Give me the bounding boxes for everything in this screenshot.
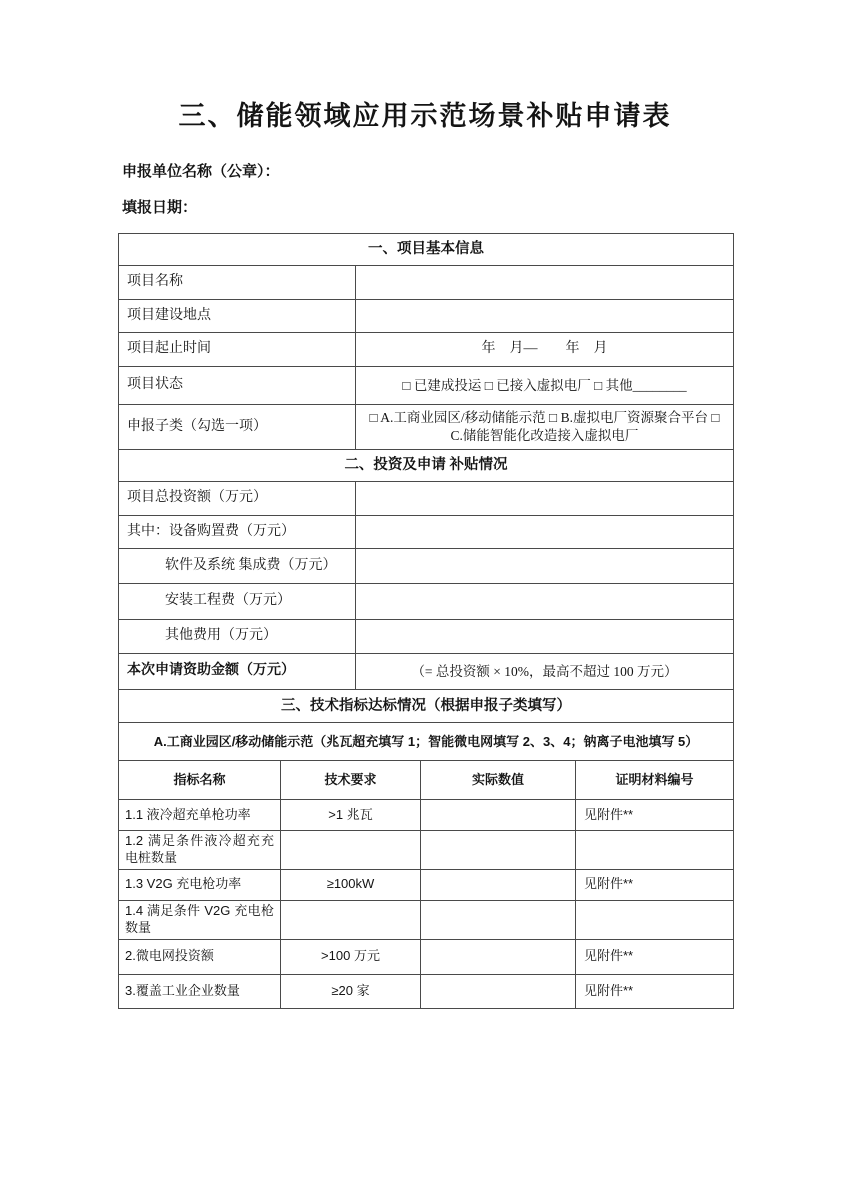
subsidy-amount-cell[interactable]: （= 总投资额 × 10%，最高不超过 100 万元） [356, 654, 734, 690]
column-header: 实际数值 [421, 761, 576, 800]
section3-header: 三、技术指标达标情况（根据申报子类填写） [119, 690, 734, 723]
table-row [119, 234, 734, 266]
project-dates-cell[interactable]: 年 月— 年 月 [356, 333, 734, 367]
evidence-ref-cell: 见附件** [576, 939, 734, 974]
tech-requirement-cell: >1 兆瓦 [281, 800, 421, 831]
evidence-ref-cell: 见附件** [576, 869, 734, 900]
indicator-name-cell: 1.3 V2G 充电枪功率 [119, 869, 281, 900]
table-row [119, 367, 734, 405]
evidence-ref-cell: 见附件** [576, 800, 734, 831]
table-row [119, 482, 734, 516]
applicant-name-label: 申报单位名称（公章）： [122, 164, 280, 180]
total-investment-cell[interactable] [356, 482, 734, 516]
table-row [119, 549, 734, 584]
actual-value-cell[interactable] [421, 974, 576, 1008]
field-label: 软件及系统 集成费（万元） [119, 549, 356, 584]
indicator-name-cell: 1.2 满足条件液冷超充充电桩数量 [119, 831, 281, 870]
document-page [0, 94, 850, 1009]
table-row [119, 800, 734, 831]
field-label: 本次申请资助金额（万元） [119, 654, 356, 690]
table-row [119, 869, 734, 900]
actual-value-cell[interactable] [421, 939, 576, 974]
tech-requirement-cell: >100 万元 [281, 939, 421, 974]
field-label: 项目状态 [119, 367, 356, 405]
indicator-name-cell: 1.1 液冷超充单枪功率 [119, 800, 281, 831]
field-label: 其他费用（万元） [119, 620, 356, 654]
column-header: 技术要求 [281, 761, 421, 800]
indicator-name-cell: 1.4 满足条件 V2G 充电枪数量 [119, 900, 281, 939]
tech-requirement-cell [281, 900, 421, 939]
actual-value-cell[interactable] [421, 800, 576, 831]
equipment-cost-cell[interactable] [356, 516, 734, 549]
table-row [119, 516, 734, 549]
tech-requirement-cell [281, 831, 421, 870]
subcategory-checkboxes[interactable]: □ A.工商业园区/移动储能示范 □ B.虚拟电厂资源聚合平台 □ C.储能智能化改造接入虚拟电厂 [356, 405, 734, 450]
table-row [119, 690, 734, 723]
table-row [119, 974, 734, 1008]
table-row [119, 723, 734, 761]
table-row [119, 654, 734, 690]
indicator-name-cell: 2.微电网投资额 [119, 939, 281, 974]
actual-value-cell[interactable] [421, 900, 576, 939]
field-label: 项目建设地点 [119, 300, 356, 333]
field-label: 安装工程费（万元） [119, 584, 356, 620]
project-name-cell[interactable] [356, 266, 734, 300]
table-row [119, 620, 734, 654]
installation-cost-cell[interactable] [356, 584, 734, 620]
table-row [119, 450, 734, 482]
field-label: 申报子类（勾选一项） [119, 405, 356, 450]
actual-value-cell[interactable] [421, 869, 576, 900]
section1-header: 一、项目基本信息 [119, 234, 734, 266]
table-row [119, 831, 734, 870]
section2-header: 二、投资及申请 补贴情况 [119, 450, 734, 482]
table-row [119, 266, 734, 300]
tech-requirement-cell: ≥20 家 [281, 974, 421, 1008]
table-row [119, 584, 734, 620]
table-row [119, 900, 734, 939]
column-header: 证明材料编号 [576, 761, 734, 800]
table-row [119, 405, 734, 450]
indicators-table [118, 689, 734, 1009]
table-row [119, 761, 734, 800]
field-label: 项目名称 [119, 266, 356, 300]
evidence-ref-cell [576, 831, 734, 870]
evidence-ref-cell: 见附件** [576, 974, 734, 1008]
software-cost-cell[interactable] [356, 549, 734, 584]
actual-value-cell[interactable] [421, 831, 576, 870]
field-label: 项目起止时间 [119, 333, 356, 367]
column-header: 指标名称 [119, 761, 281, 800]
field-label: 其中：设备购置费（万元） [119, 516, 356, 549]
table-row [119, 333, 734, 367]
tech-requirement-cell: ≥100kW [281, 869, 421, 900]
report-date-label: 填报日期： [122, 200, 198, 216]
page-title: 三、储能领域应用示范场景补贴申请表 [178, 101, 672, 131]
subcategory-a-subheader: A.工商业园区/移动储能示范（兆瓦超充填写 1；智能微电网填写 2、3、4；钠离子电池填写 5） [119, 723, 734, 761]
table-row [119, 939, 734, 974]
other-cost-cell[interactable] [356, 620, 734, 654]
evidence-ref-cell [576, 900, 734, 939]
basic-info-table [118, 233, 734, 690]
project-location-cell[interactable] [356, 300, 734, 333]
indicator-name-cell: 3.覆盖工业企业数量 [119, 974, 281, 1008]
project-status-checkboxes[interactable]: □ 已建成投运 □ 已接入虚拟电厂 □ 其他________ [356, 367, 734, 405]
field-label: 项目总投资额（万元） [119, 482, 356, 516]
table-row [119, 300, 734, 333]
